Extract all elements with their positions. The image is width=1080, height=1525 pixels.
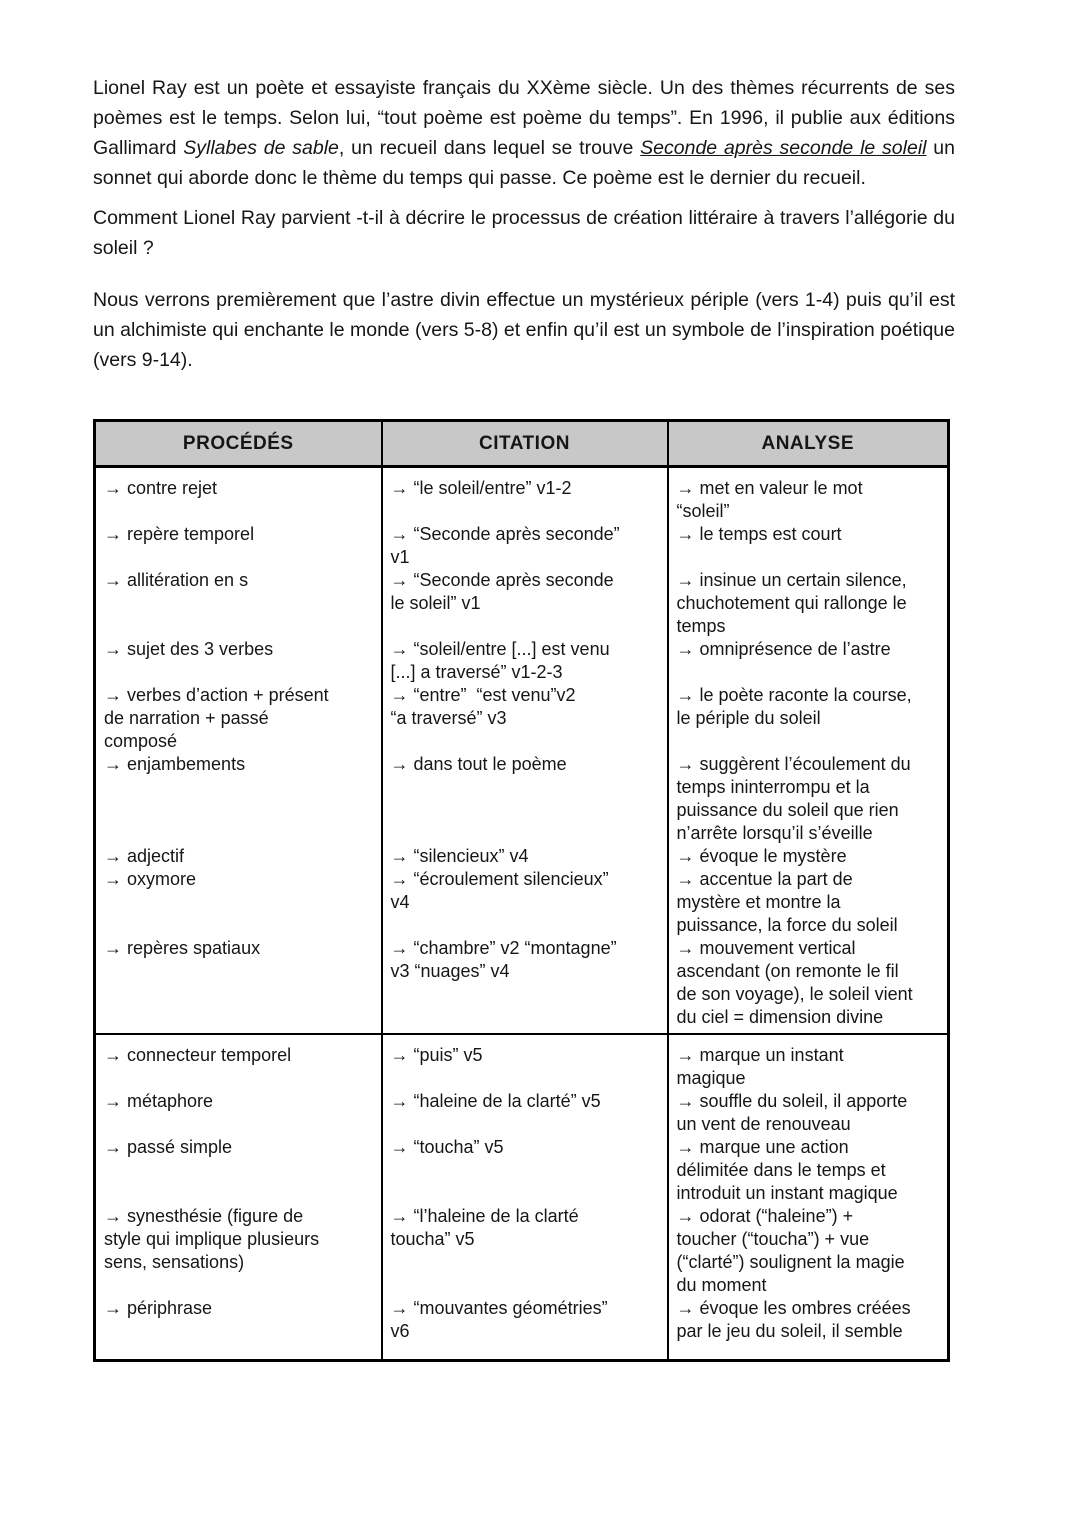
table-cell-line [391, 500, 663, 523]
cell-procedes-vers5-8 [95, 1034, 382, 1361]
table-cell-line: “a traversé” v3 [390, 708, 507, 728]
column-header-citation: CITATION [382, 421, 668, 467]
table-cell-line: puissance du soleil que rien [676, 800, 899, 820]
table-cell-line: de narration + passé [104, 708, 269, 728]
table-cell-line [104, 500, 377, 523]
table-cell-line: → “entre” “est venu”v2 [390, 685, 576, 705]
table-cell-line [104, 1006, 377, 1029]
table-cell-line: → “mouvantes géométries” [390, 1298, 608, 1318]
table-cell-line [391, 914, 663, 937]
table-cell-line: → allitération en s [104, 570, 249, 590]
table-cell-line: v4 [390, 892, 410, 912]
table-cell-line [391, 1067, 663, 1090]
table-cell-line [104, 983, 377, 1006]
table-cell-line: → verbes d’action + présent [104, 685, 329, 705]
table-cell-line: → “toucha” v5 [390, 1137, 504, 1157]
column-header-analyse: ANALYSE [668, 421, 949, 467]
table-cell-line: v3 “nuages” v4 [390, 961, 510, 981]
table-cell-line: → marque une action [676, 1137, 849, 1157]
table-cell-line: → insinue un certain silence, [676, 570, 907, 590]
table-cell-line: → mouvement vertical [676, 938, 856, 958]
table-cell-line: magique [676, 1068, 746, 1088]
table-cell-line [391, 1251, 663, 1274]
table-cell-line [391, 776, 663, 799]
table-cell-line [104, 1182, 377, 1205]
table-cell-line [677, 661, 944, 684]
table-cell-line: style qui implique plusieurs [104, 1229, 320, 1249]
cell-procedes-vers1-4 [95, 467, 382, 1035]
table-cell-line: → “puis” v5 [390, 1045, 483, 1065]
table-cell-line: mystère et montre la [676, 892, 841, 912]
table-cell-line: → le poète raconte la course, [676, 685, 912, 705]
table-cell-line: → synesthésie (figure de [104, 1206, 304, 1226]
table-cell-line: → oxymore [104, 869, 197, 889]
table-cell-line [391, 1113, 663, 1136]
table-cell-line: → “silencieux” v4 [390, 846, 529, 866]
table-cell-line [104, 776, 377, 799]
table-cell-line [104, 1320, 377, 1343]
table-cell-line: toucha” v5 [390, 1229, 475, 1249]
cell-analyse-vers5-8 [668, 1034, 949, 1361]
table-row-quatrains-1-4 [95, 467, 949, 1035]
intro-paragraph [93, 73, 955, 193]
table-cell-line: → adjectif [104, 846, 185, 866]
table-cell-line [104, 1113, 377, 1136]
table-cell-line: → met en valeur le mot [676, 478, 863, 498]
table-cell-line: délimitée dans le temps et [676, 1160, 886, 1180]
table-cell-line [104, 1159, 377, 1182]
poem-title: Seconde après seconde le soleil [640, 137, 927, 159]
table-cell-line: (“clarté”) soulignent la magie [676, 1252, 905, 1272]
table-row-vers-5-8 [95, 1034, 949, 1361]
table-cell-line: → odorat (“haleine”) + [676, 1206, 854, 1226]
table-cell-line: du moment [676, 1275, 767, 1295]
table-cell-line [391, 822, 663, 845]
problem-question-paragraph: Comment Lionel Ray parvient -t-il à décrire le processus de création littéraire à travers l’allégorie du soleil ? [93, 207, 955, 259]
table-cell-line [104, 1274, 377, 1297]
table-cell-line: sens, sensations) [104, 1252, 245, 1272]
book-title: Syllabes de sable [183, 137, 339, 159]
table-cell-line: → omniprésence de l’astre [676, 639, 891, 659]
table-cell-line: → évoque les ombres créées [676, 1298, 911, 1318]
table-header-row [95, 421, 949, 467]
table-cell-line: → “Seconde après seconde” [390, 524, 620, 544]
table-cell-line: → contre rejet [104, 478, 218, 498]
outline-paragraph: Nous verrons premièrement que l’astre divin effectue un mystérieux périple (vers 1-4) puis qu’il est un alchimiste qui enchante le monde (vers 5-8) et enfin qu’il est un symbole de l’inspiration poétique (vers 9-14). [93, 289, 955, 371]
cell-analyse-vers1-4 [668, 467, 949, 1035]
table-cell-line [391, 730, 663, 753]
table-cell-line [104, 891, 377, 914]
table-cell-line [391, 983, 663, 1006]
table-cell-line: temps ininterrompu et la [676, 777, 870, 797]
table-cell-line: → évoque le mystère [676, 846, 847, 866]
table-cell-line [677, 546, 944, 569]
table-cell-line: le périple du soleil [676, 708, 821, 728]
table-cell-line [104, 799, 377, 822]
intro-text-segment: Lionel Ray est un poète et essayiste français du XXème siècle. Un des thèmes récurrents de ses poèmes est le temps. Selon lui, “tout poème est poème du temps”. En 1996, il publie aux éditions Gallimard [93, 77, 955, 159]
table-cell-line [104, 960, 377, 983]
cell-citation-vers1-4 [382, 467, 668, 1035]
table-cell-line [391, 1274, 663, 1297]
table-cell-line: → “Seconde après seconde [390, 570, 614, 590]
table-cell-line [391, 615, 663, 638]
table-cell-line [391, 799, 663, 822]
table-cell-line: puissance, la force du soleil [676, 915, 898, 935]
column-header-procedes: PROCÉDÉS [95, 421, 382, 467]
table-cell-line: ascendant (on remonte le fil [676, 961, 899, 981]
table-cell-line: un vent de renouveau [676, 1114, 851, 1134]
table-cell-line: temps [676, 616, 726, 636]
table-cell-line: “soleil” [676, 501, 730, 521]
table-cell-line: introduit un instant magique [676, 1183, 898, 1203]
table-cell-line: → “le soleil/entre” v1-2 [390, 478, 572, 498]
table-cell-line [104, 822, 377, 845]
table-cell-line: → suggèrent l’écoulement du [676, 754, 911, 774]
table-cell-line: → “l’haleine de la clarté [390, 1206, 579, 1226]
intro-text-segment: un sonnet qui aborde donc le thème du temps qui passe. Ce poème est le dernier du recueil. [93, 137, 955, 189]
table-cell-line: le soleil” v1 [390, 593, 481, 613]
table-cell-line [104, 592, 377, 615]
table-cell-line: composé [104, 731, 178, 751]
table-cell-line: → “soleil/entre [...] est venu [390, 639, 610, 659]
table-cell-line: du ciel = dimension divine [676, 1007, 884, 1027]
table-cell-line: → repères spatiaux [104, 938, 261, 958]
table-cell-line: → sujet des 3 verbes [104, 639, 274, 659]
table-cell-line: → “écroulement silencieux” [390, 869, 609, 889]
table-cell-line: → métaphore [104, 1091, 214, 1111]
table-cell-line: toucher (“toucha”) + vue [676, 1229, 870, 1249]
cell-citation-vers5-8 [382, 1034, 668, 1361]
table-cell-line: → marque un instant [676, 1045, 844, 1065]
table-cell-line [391, 1006, 663, 1029]
table-cell-line [104, 546, 377, 569]
table-cell-line: v6 [390, 1321, 410, 1341]
table-cell-line [391, 1182, 663, 1205]
table-cell-line: → périphrase [104, 1298, 213, 1318]
table-cell-line: → le temps est court [676, 524, 842, 544]
table-cell-line: → dans tout le poème [390, 754, 567, 774]
table-cell-line: [...] a traversé” v1-2-3 [390, 662, 563, 682]
table-cell-line [104, 914, 377, 937]
table-cell-line: → enjambements [104, 754, 246, 774]
table-cell-line [104, 661, 377, 684]
table-cell-line: v1 [390, 547, 410, 567]
table-cell-line [391, 1159, 663, 1182]
table-cell-line: → connecteur temporel [104, 1045, 292, 1065]
table-cell-line: → accentue la part de [676, 869, 853, 889]
intro-text-segment: , un recueil dans lequel se trouve [338, 137, 641, 159]
table-cell-line: de son voyage), le soleil vient [676, 984, 913, 1004]
table-cell-line [104, 615, 377, 638]
analysis-table [93, 419, 950, 1362]
table-cell-line: n’arrête lorsqu’il s’éveille [676, 823, 873, 843]
table-cell-line: par le jeu du soleil, il semble [676, 1321, 903, 1341]
table-cell-line: chuchotement qui rallonge le [676, 593, 907, 613]
table-cell-line: → “haleine de la clarté” v5 [390, 1091, 601, 1111]
table-cell-line: → “chambre” v2 “montagne” [390, 938, 617, 958]
table-cell-line: → souffle du soleil, il apporte [676, 1091, 908, 1111]
table-cell-line: → passé simple [104, 1137, 233, 1157]
table-cell-line: → repère temporel [104, 524, 255, 544]
table-cell-line [677, 730, 944, 753]
table-cell-line [104, 1067, 377, 1090]
